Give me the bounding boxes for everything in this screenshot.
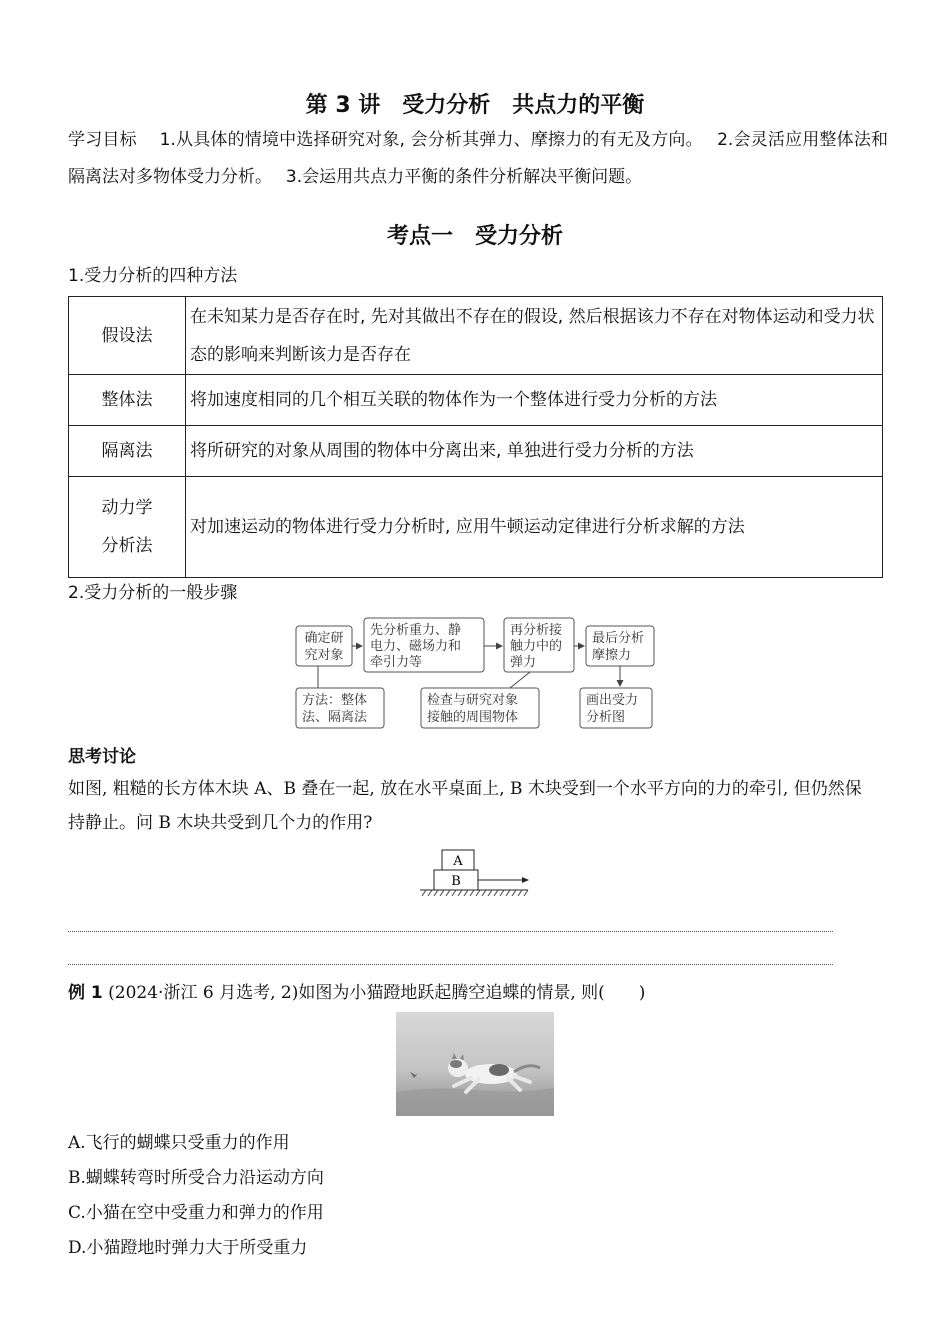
goal-3: 3.会运用共点力平衡的条件分析解决平衡问题。	[285, 167, 643, 187]
lesson-title: 第 3 讲 受力分析 共点力的平衡	[305, 93, 645, 118]
flow-text: 电力、磁场力和	[370, 639, 462, 654]
method-name-text: 动力学	[101, 498, 153, 518]
option-c: C.小猫在空中受重力和弹力的作用	[68, 1203, 324, 1223]
block-a-label: A	[453, 854, 463, 869]
section-title: 考点一 受力分析	[386, 224, 563, 249]
flow-text: 检查与研究对象	[427, 693, 519, 708]
flow-text: 摩擦力	[592, 648, 632, 663]
flow-text: 先分析重力、静	[370, 623, 462, 638]
method-name-text: 假设法	[101, 325, 153, 346]
option-d: D.小猫蹬地时弹力大于所受重力	[68, 1238, 308, 1258]
stacked-blocks-figure	[418, 847, 533, 899]
goal-2: 2.会灵活应用整体法和隔离法对多物体受力分析。	[68, 130, 889, 187]
table-row	[69, 375, 883, 426]
cat-chasing-butterfly-photo	[396, 1012, 554, 1116]
option-a: A.飞行的蝴蝶只受重力的作用	[68, 1133, 290, 1153]
block-b-label: B	[451, 874, 461, 889]
flow-text: 弹力	[510, 655, 537, 670]
flow-text: 画出受力	[586, 693, 639, 708]
discussion-text: 如图, 粗糙的长方体木块 A、B 叠在一起, 放在水平桌面上, B 木块受到一个水平方向的力的牵引, 但仍然保持静止。问 B 木块共受到几个力的作用?	[68, 779, 862, 833]
discussion-heading: 思考讨论	[68, 747, 136, 767]
flow-text: 方法：整体	[302, 693, 368, 708]
method-name	[69, 375, 186, 426]
table-row	[69, 426, 883, 477]
flow-text: 触力中的	[510, 639, 563, 654]
methods-table	[68, 296, 883, 578]
answer-line	[68, 931, 833, 932]
flow-text: 接触的周围物体	[427, 710, 519, 725]
analysis-steps-flowchart	[290, 614, 670, 734]
methods-heading: 1.受力分析的四种方法	[68, 266, 238, 286]
example-label: 例 1	[68, 983, 103, 1003]
method-description: 将加速度相同的几个相互关联的物体作为一个整体进行受力分析的方法	[186, 375, 883, 426]
goals-label: 学习目标	[68, 130, 137, 150]
answer-line	[68, 964, 833, 965]
flow-text: 确定研	[304, 631, 344, 646]
table-row	[69, 297, 883, 375]
method-description: 在未知某力是否存在时, 先对其做出不存在的假设, 然后根据该力不存在对物体运动和受力状态的影响来判断该力是否存在	[186, 297, 883, 375]
steps-heading: 2.受力分析的一般步骤	[68, 583, 238, 603]
learning-goals	[68, 122, 888, 196]
example-question	[68, 978, 645, 1003]
flow-text: 究对象	[304, 648, 344, 663]
flow-text: 分析图	[586, 710, 626, 725]
ground-hatching	[422, 890, 528, 896]
method-description: 将所研究的对象从周围的物体中分离出来, 单独进行受力分析的方法	[186, 426, 883, 477]
method-name-text: 整体法	[101, 390, 153, 410]
example-text: (2024·浙江 6 月选考, 2)如图为小猫蹬地跃起腾空追蝶的情景, 则( )	[108, 983, 646, 1003]
method-name	[69, 426, 186, 477]
method-name	[69, 297, 186, 375]
flow-text: 再分析接	[510, 623, 563, 638]
method-name-text: 隔离法	[101, 441, 153, 461]
arrow-head	[522, 877, 529, 883]
method-name-text: 分析法	[101, 536, 153, 556]
flow-text: 牵引力等	[370, 655, 423, 670]
flow-text: 最后分析	[592, 631, 645, 646]
goal-1: 1.从具体的情境中选择研究对象, 会分析其弹力、摩擦力的有无及方向。	[159, 130, 695, 150]
method-name	[69, 477, 186, 578]
flow-text: 法、隔离法	[302, 710, 368, 725]
option-b: B.蝴蝶转弯时所受合力沿运动方向	[68, 1168, 324, 1188]
flow-connector	[510, 672, 530, 688]
table-row	[69, 477, 883, 578]
method-description: 对加速运动的物体进行受力分析时, 应用牛顿运动定律进行分析求解的方法	[186, 477, 883, 578]
